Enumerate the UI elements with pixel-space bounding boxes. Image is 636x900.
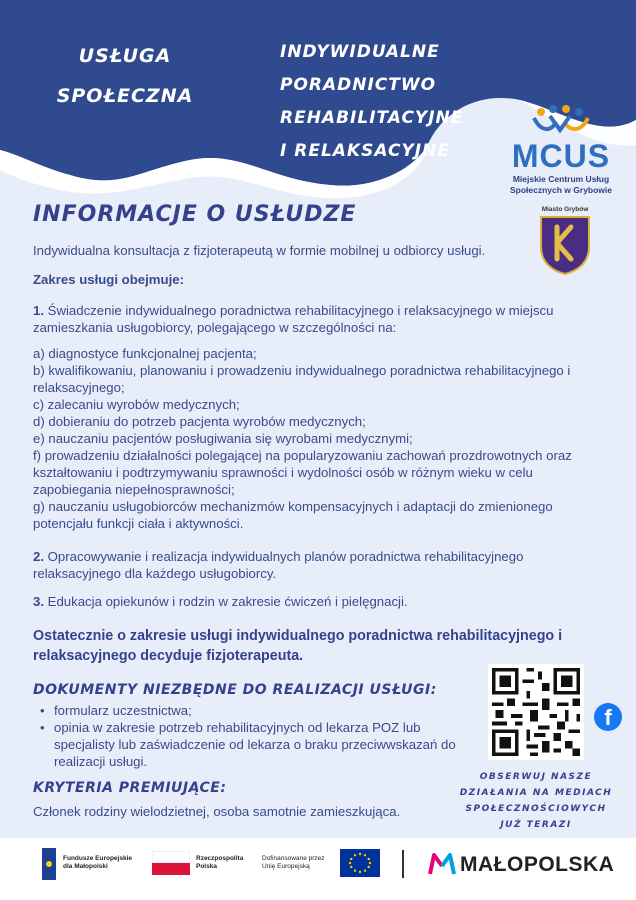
fe-logo-text <box>63 855 143 871</box>
mcus-logo <box>496 104 626 196</box>
qr-code[interactable] <box>488 664 584 760</box>
point-2 <box>33 548 603 582</box>
scope-item-f: f) prowadzeniu działalności polegającej na popularyzowaniu zachowań prozdrowotnych oraz kształtowaniu i podtrzymywaniu sprawności i wydolności osób w różnym wieku w celu zapobiegania niepełnosprawności; <box>33 448 572 497</box>
eu-flag-icon <box>340 849 380 877</box>
scope-item-c: c) zalecaniu wyrobów medycznych; <box>33 397 240 412</box>
crest-icon <box>537 213 593 275</box>
follow-line3: SPOŁECZNOŚCIOWYCH <box>465 804 607 814</box>
follow-line2: DZIAŁANIA NA MEDIACH <box>459 788 613 798</box>
follow-line1: OBSERWUJ NASZE <box>479 772 593 782</box>
footer-logos-bar <box>0 838 636 900</box>
eu-line1: Dofinansowane przez <box>262 855 325 862</box>
mcus-line1: Miejskie Centrum Usług <box>512 174 610 184</box>
footer-divider <box>402 850 404 878</box>
info-heading: INFORMACJE O USŁUDZE <box>33 202 357 227</box>
fe-line2: dla Małopolski <box>63 863 108 870</box>
grybow-name: Miasto Grybów <box>541 206 589 213</box>
documents-heading: DOKUMENTY NIEZBĘDNE DO REALIZACJI USŁUGI: <box>33 682 437 698</box>
scope-title: Zakres usługi obejmuje: <box>33 272 184 287</box>
header-left-line1: USŁUGA <box>78 45 172 67</box>
scope-item-e: e) nauczaniu pacjentów posługiwania się wyrobami medycznymi; <box>33 431 413 446</box>
rp-logo-text <box>196 855 256 871</box>
facebook-icon[interactable]: f <box>594 703 622 731</box>
follow-us-text <box>456 769 616 833</box>
point-3-text: Edukacja opiekunów i rodzin w zakresie ćwiczeń i pielęgnacji. <box>44 594 408 609</box>
mcus-line2: Społecznych w Grybowie <box>509 185 613 195</box>
mcus-cus: CUS <box>539 138 611 174</box>
header-right-line1: INDYWIDUALNE PORADNICTWO <box>280 42 440 95</box>
criteria-text: Członek rodziny wielodzietnej, osoba samotnie zamieszkująca. <box>33 804 401 819</box>
eu-line2: Unię Europejską <box>262 863 310 870</box>
documents-list <box>40 702 460 770</box>
header-right-line2: REHABILITACYJNE <box>280 108 464 128</box>
malopolska-m-icon <box>428 852 456 876</box>
point-3 <box>33 593 603 610</box>
eu-logo-text <box>262 855 342 871</box>
point-2-text: Opracowywanie i realizacja indywidualnych planów poradnictwa rehabilitacyjnego relaksacyjnego dla każdego usługobiorcy. <box>33 549 524 581</box>
point-1-number: 1. <box>33 303 44 318</box>
header-right-line3: I RELAKSACYJNE <box>280 141 450 161</box>
scope-item-b: b) kwalifikowaniu, planowaniu i prowadzeniu indywidualnego poradnictwa rehabilitacyjnego i relaksacyjnego; <box>33 363 571 395</box>
scope-item-a: a) diagnostyce funkcjonalnej pacjenta; <box>33 346 257 361</box>
documents-item-opinion: • opinia w zakresie potrzeb rehabilitacyjnych od lekarza POZ lub specjalisty lub zaświadczenie od lekarza o braku przeciwwskazań do realizacji usługi. <box>40 719 460 770</box>
point-2-number: 2. <box>33 549 44 564</box>
point-1-text: Świadczenie indywidualnego poradnictwa rehabilitacyjnego i relaksacyjnego w miejscu zamieszkania usługobiorcy, polegającego w szczególności na: <box>33 303 554 335</box>
info-intro: Indywidualna konsultacja z fizjoterapeutą w formie mobilnej u odbiorcy usługi. <box>33 243 486 258</box>
documents-item-form: • formularz uczestnictwa; <box>40 702 460 719</box>
scope-item-d: d) dobieraniu do potrzeb pacjenta wyrobów medycznych; <box>33 414 366 429</box>
scope-list <box>33 345 603 532</box>
scope-item-g: g) nauczaniu usługobiorców mechanizmów kompensacyjnych i adaptacji do zmienionego potencjału funkcji ciała i aktywności. <box>33 499 553 531</box>
rp-line2: Polska <box>196 863 217 870</box>
criteria-heading: KRYTERIA PREMIUJĄCE: <box>33 780 227 796</box>
mcus-people-icon <box>526 104 596 134</box>
follow-line4: JUŻ TERAZI <box>500 820 572 830</box>
fe-line1: Fundusze Europejskie <box>63 855 132 862</box>
header-left-line2: SPOŁECZNA <box>56 85 194 107</box>
header-left-title <box>40 36 210 116</box>
final-note: Ostatecznie o zakresie usługi indywidualnego poradnictwa rehabilitacyjnego i relaksacyjnego decyduje fizjoterapeuta. <box>33 628 563 664</box>
mcus-wordmark <box>496 138 626 174</box>
grybow-logo <box>532 206 598 279</box>
rp-line1: Rzeczpospolita <box>196 855 244 862</box>
mcus-m: M <box>511 138 540 174</box>
point-3-number: 3. <box>33 594 44 609</box>
point-1 <box>33 302 603 336</box>
malopolska-wordmark: MAŁOPOLSKA <box>460 853 615 876</box>
fe-flag-icon <box>40 848 60 880</box>
poland-flag-icon <box>152 851 190 875</box>
